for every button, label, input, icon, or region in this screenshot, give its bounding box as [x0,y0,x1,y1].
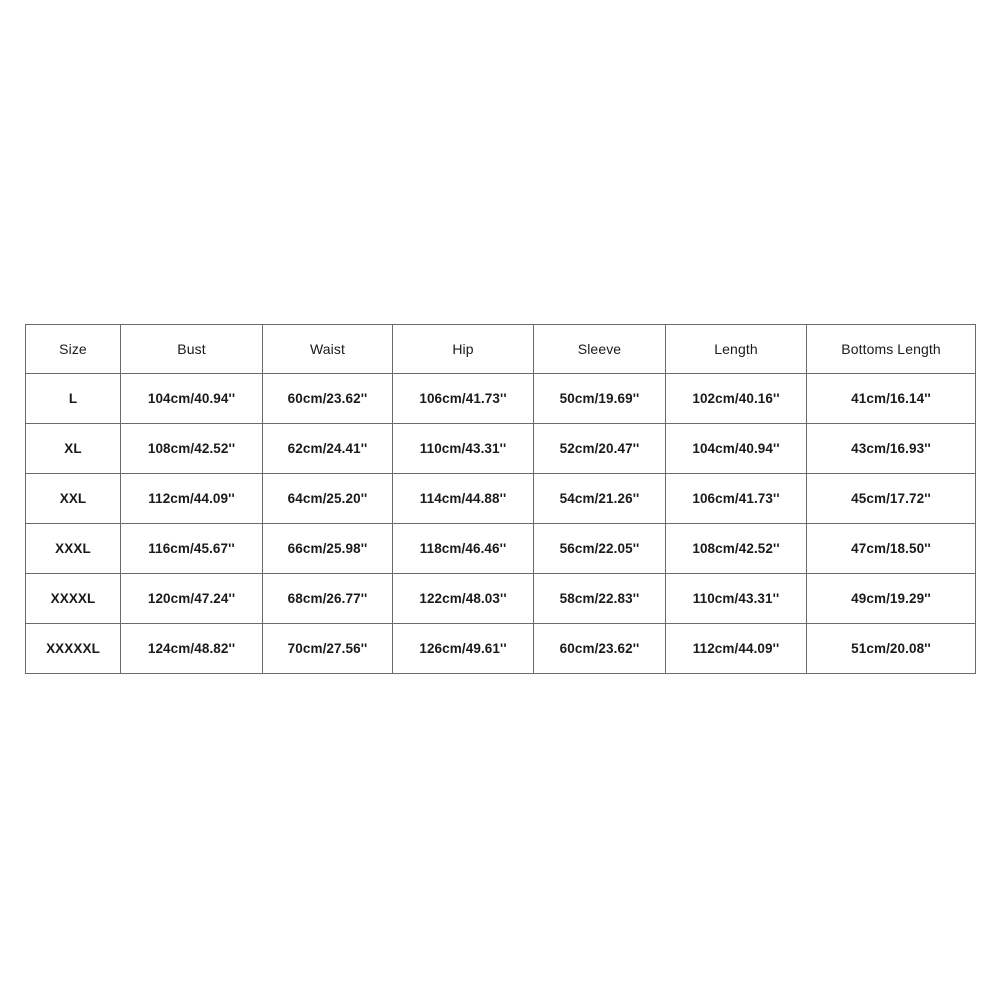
bottoms-length-cell: 51cm/20.08'' [807,624,976,674]
sleeve-cell: 60cm/23.62'' [534,624,666,674]
size-cell: XL [26,424,121,474]
table-row [26,574,976,624]
waist-cell: 70cm/27.56'' [263,624,393,674]
waist-cell: 66cm/25.98'' [263,524,393,574]
table-row [26,474,976,524]
size-cell: L [26,374,121,424]
bottoms-length-cell: 49cm/19.29'' [807,574,976,624]
waist-cell: 60cm/23.62'' [263,374,393,424]
size-cell: XXXXL [26,574,121,624]
length-cell: 104cm/40.94'' [666,424,807,474]
table-row [26,524,976,574]
bottoms-length-cell: 43cm/16.93'' [807,424,976,474]
length-cell: 102cm/40.16'' [666,374,807,424]
header-row [26,325,976,374]
length-cell: 112cm/44.09'' [666,624,807,674]
hip-cell: 118cm/46.46'' [393,524,534,574]
bust-cell: 120cm/47.24'' [121,574,263,624]
table-row [26,374,976,424]
bust-cell: 116cm/45.67'' [121,524,263,574]
bust-cell: 108cm/42.52'' [121,424,263,474]
header-size: Size [26,325,121,374]
sleeve-cell: 52cm/20.47'' [534,424,666,474]
sleeve-cell: 50cm/19.69'' [534,374,666,424]
table-row [26,424,976,474]
hip-cell: 122cm/48.03'' [393,574,534,624]
bust-cell: 124cm/48.82'' [121,624,263,674]
bottoms-length-cell: 45cm/17.72'' [807,474,976,524]
bottoms-length-cell: 47cm/18.50'' [807,524,976,574]
size-cell: XXXL [26,524,121,574]
size-cell: XXXXXL [26,624,121,674]
length-cell: 108cm/42.52'' [666,524,807,574]
header-bottoms-length: Bottoms Length [807,325,976,374]
header-sleeve: Sleeve [534,325,666,374]
bust-cell: 112cm/44.09'' [121,474,263,524]
hip-cell: 106cm/41.73'' [393,374,534,424]
header-length: Length [666,325,807,374]
hip-cell: 114cm/44.88'' [393,474,534,524]
header-hip: Hip [393,325,534,374]
sleeve-cell: 56cm/22.05'' [534,524,666,574]
waist-cell: 64cm/25.20'' [263,474,393,524]
waist-cell: 62cm/24.41'' [263,424,393,474]
bust-cell: 104cm/40.94'' [121,374,263,424]
length-cell: 106cm/41.73'' [666,474,807,524]
sleeve-cell: 58cm/22.83'' [534,574,666,624]
header-waist: Waist [263,325,393,374]
sleeve-cell: 54cm/21.26'' [534,474,666,524]
header-bust: Bust [121,325,263,374]
hip-cell: 126cm/49.61'' [393,624,534,674]
size-cell: XXL [26,474,121,524]
waist-cell: 68cm/26.77'' [263,574,393,624]
hip-cell: 110cm/43.31'' [393,424,534,474]
length-cell: 110cm/43.31'' [666,574,807,624]
table-row [26,624,976,674]
size-chart-table [25,324,976,674]
bottoms-length-cell: 41cm/16.14'' [807,374,976,424]
